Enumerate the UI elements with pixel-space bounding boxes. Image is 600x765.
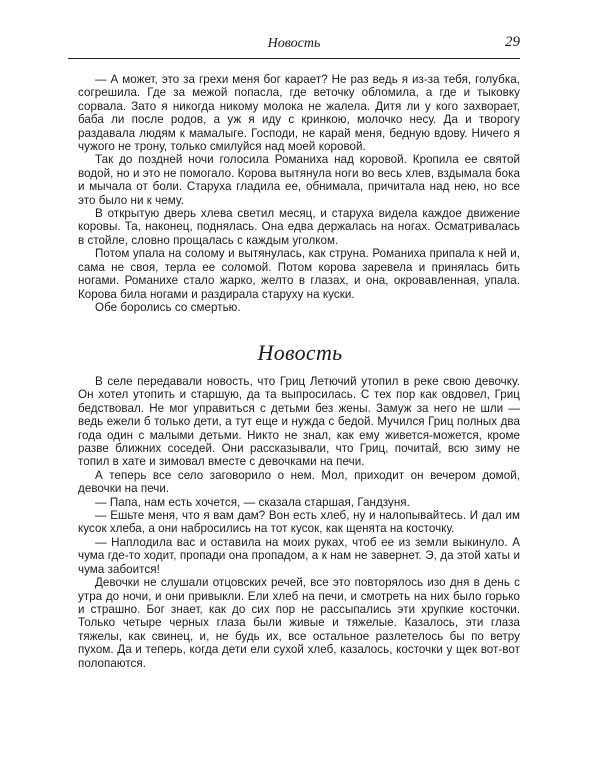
running-title: Новость: [267, 36, 321, 51]
paragraph: В открытую дверь хлева светил месяц, и старуха видела каждое движение коровы. Та, наконец, поднялась. Она едва держалась на ногах. Осматривалась в стойле, словно прощалась с каждым уголком.: [78, 207, 520, 247]
paragraph: Девочки не слушали отцовских речей, все это повторялось изо дня в день с утра до ночи, и они привыкли. Ели хлеб на печи, и смотреть на них было горько и страшно. Бог знает, как до сих пор не рассыпались эти хрупкие косточки. Только четыре черных глаза были живые и тяжелые. Казалось, эти глаза тяжелы, как свинец, и, не будь их, все остальное разлетелось бы по ветру пухом. Да и теперь, когда дети ели сухой хлеб, казалось, косточки у щек вот-вот полопаются.: [78, 576, 520, 670]
chapter-text: [78, 375, 520, 670]
paragraph: В селе передавали новость, что Гриц Летючий утопил в реке свою девочку. Он хотел утопить и старшую, да та выпросилась. С тех пор как овдовел, Гриц бедствовал. Не мог управиться с детьми без жены. Замуж за него не шли — ведь ежели б только дети, а тут еще и нужда с бедой. Мучился Гриц полных два года один с малыми детьми. Никто не знал, как ему живется-можется, кроме разве ближних соседей. Они рассказывали, что Гриц, почитай, всю зиму не топил в хате и зимовал вместе с девочками на печи.: [78, 375, 520, 469]
paragraph: — Наплодила вас и оставила на моих руках, чтоб ее из земли выкинуло. А чума где-то ходит, пропади она пропадом, а к нам не завернет. Э, да этой хаты и чума забоится!: [78, 535, 520, 576]
paragraph: Так до поздней ночи голосила Романиха над коровой. Кропила ее святой водой, но и это не помогало. Корова вытянула ноги во весь хлев, вздымала бока и мычала от боли. Старуха гладила ее, обнимала, причитала над нею, но все это было ни к чему.: [78, 153, 520, 207]
paragraph: А теперь все село заговорило о нем. Мол, приходит он вечером домой, девочки на печи.: [78, 468, 520, 496]
paragraph: — Ешьте меня, что я вам дам? Вон есть хлеб, ну и налопывайтесь. И дал им кусок хлеба, а они набросились на тот кусок, как щенята на косточку.: [78, 509, 520, 536]
paragraph: Обе боролись со смертью.: [95, 300, 241, 314]
paragraph: Потом упала на солому и вытянулась, как струна. Романиха припала к ней и, сама не своя, терла ее соломой. Потом корова заревела и принялась бить ногами. Романихе стало жарко, желто в глазах, и она, окровавленная, упала. Корова била ногами и раздирала старуху на куски.: [78, 247, 520, 301]
story-ending-text: [78, 73, 520, 314]
paragraph: — А может, это за грехи меня бог карает? Не раз ведь я из-за тебя, голубка, согрешила. Где за межой попасла, где веточку обломила, а где и тыковку сорвала. Зато я никогда никому молока не жалела. Дитя ли у кого захворает, баба ли после родов, а уж я иду с кринкою, молочко несу. Да и творогу раздавала людям к мамалыге. Господи, не карай меня, бедную вдову. Ничего я чужого не трону, только смилуйся над моей коровой.: [78, 73, 520, 154]
running-head: [68, 36, 520, 56]
paragraph: — Папа, нам есть хочется, — сказала старшая, Гандзуня.: [95, 495, 410, 509]
header-rule: [68, 58, 520, 59]
page-number: 29: [505, 34, 520, 50]
chapter-title: Новость: [257, 340, 343, 365]
